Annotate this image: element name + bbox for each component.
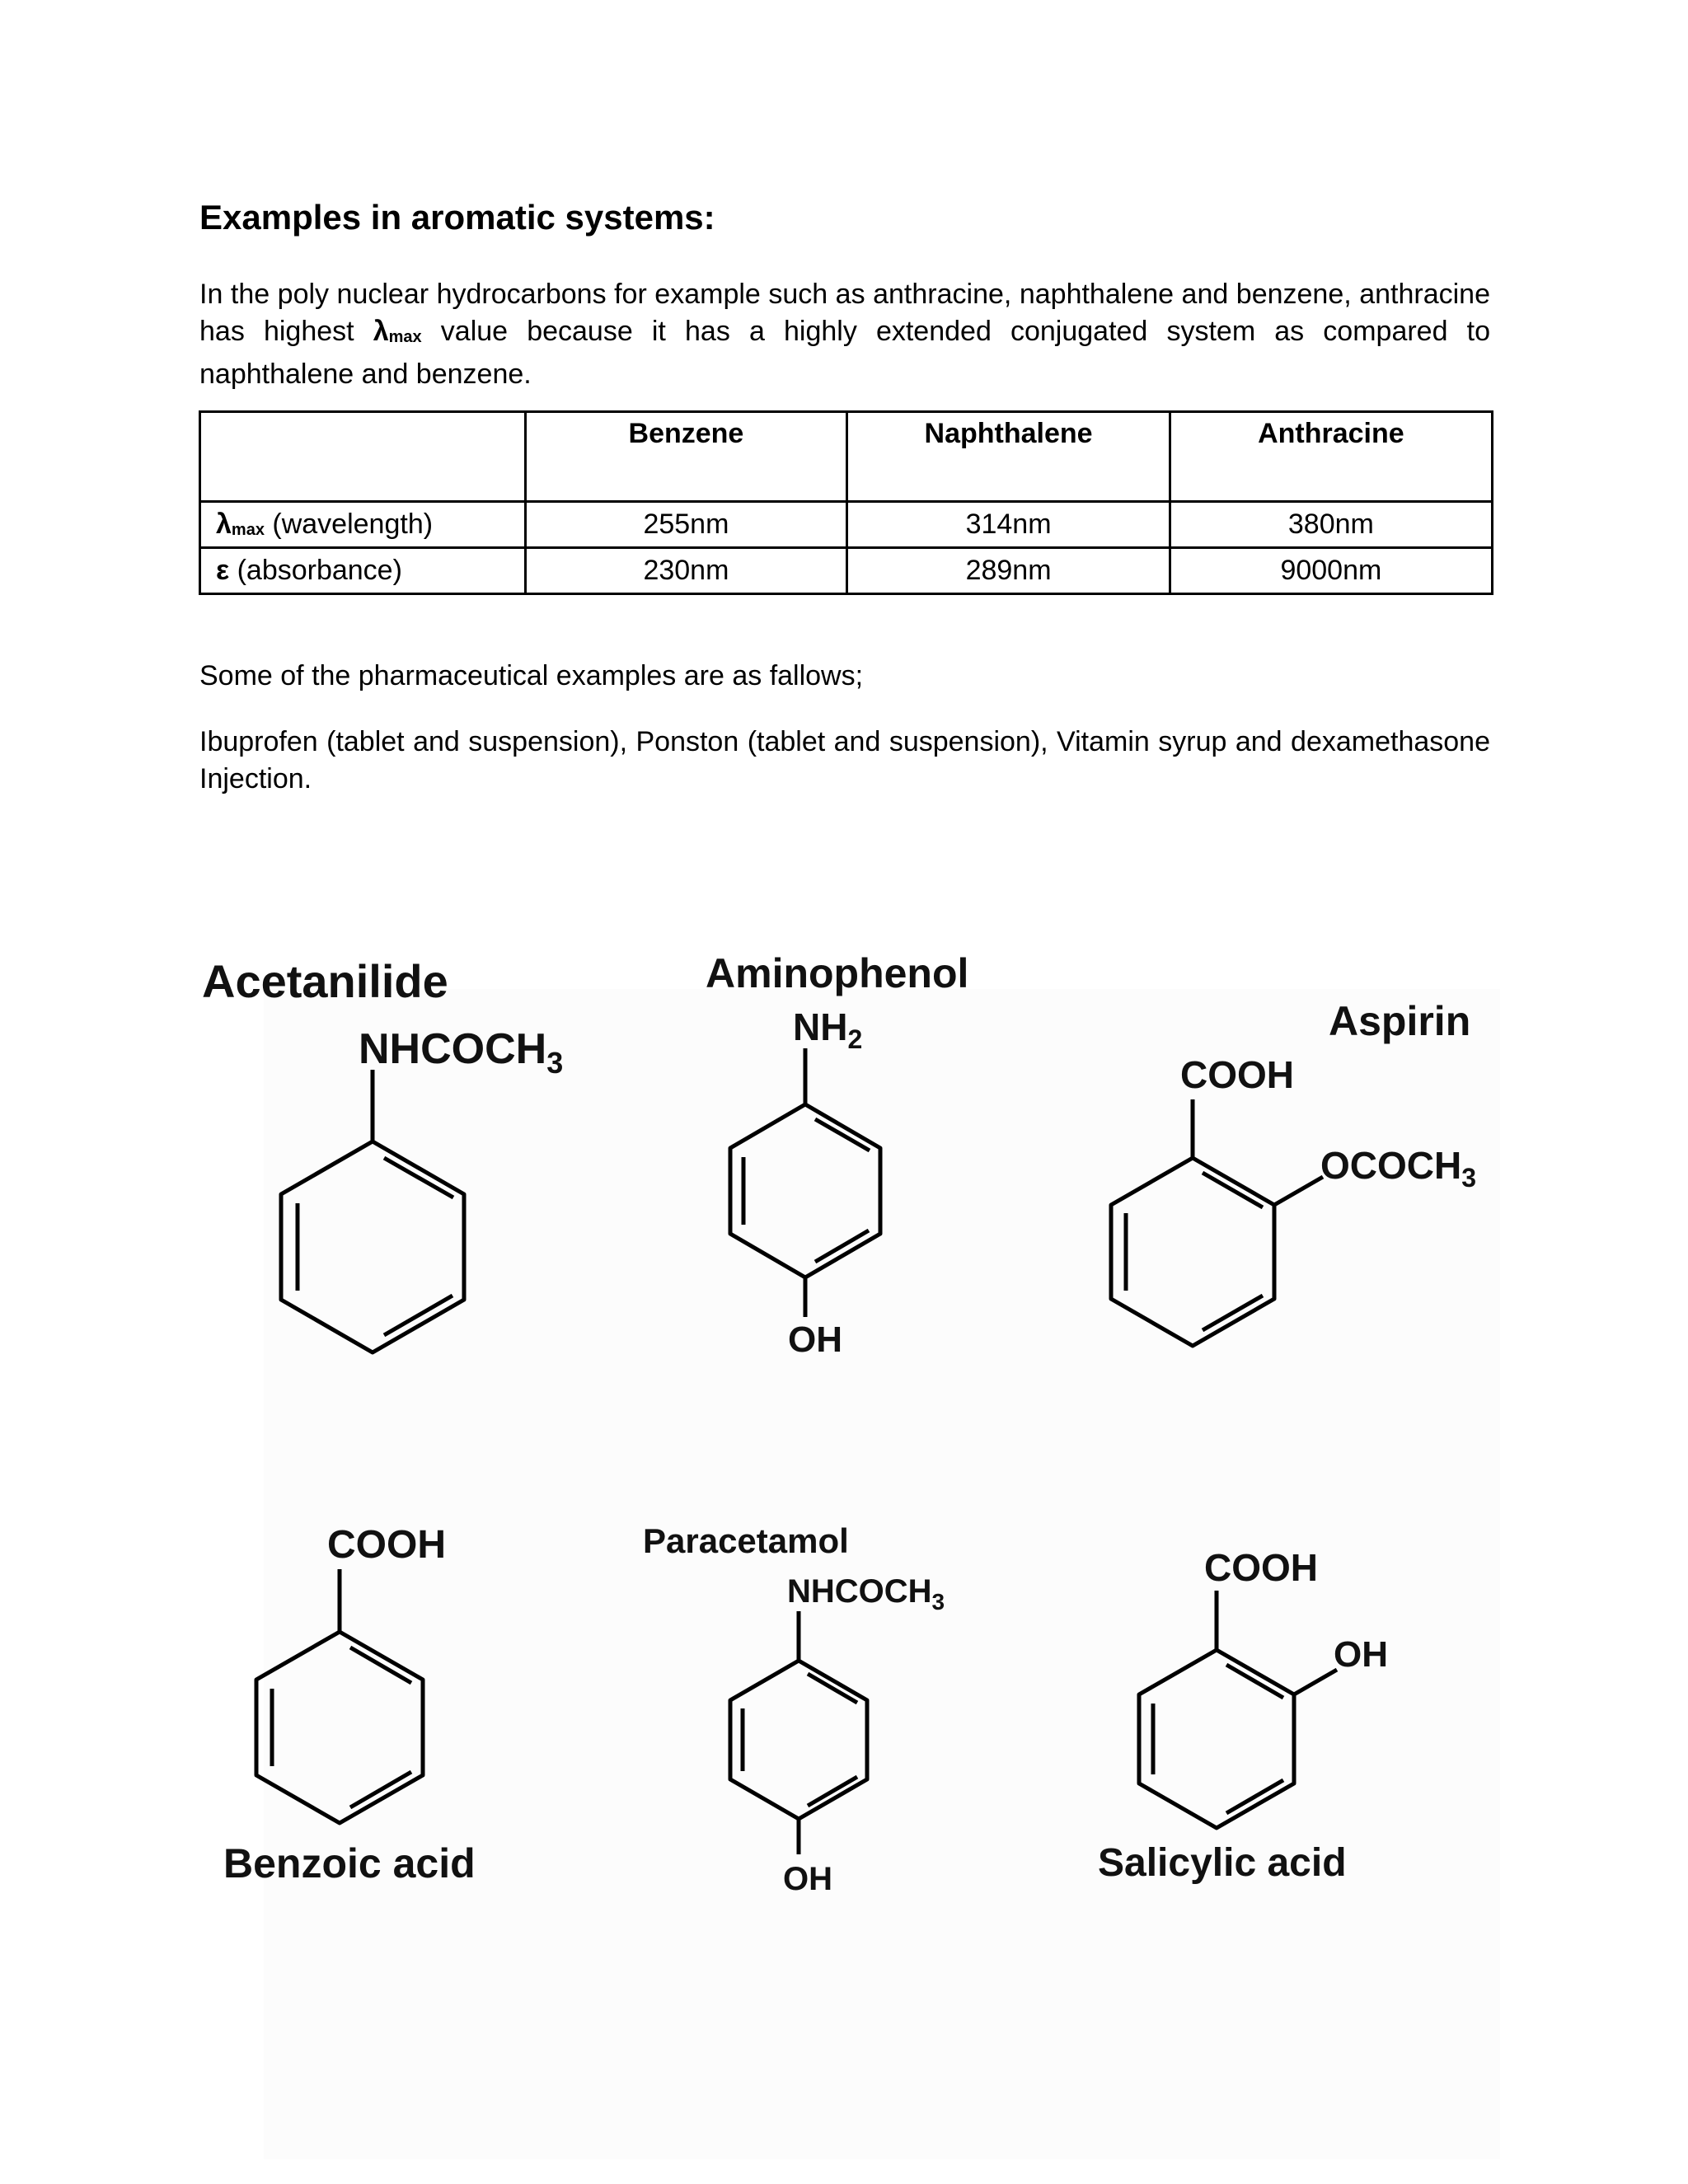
aspirin-label: Aspirin bbox=[1329, 998, 1471, 1044]
salicylic-acid-label: Salicylic acid bbox=[1098, 1841, 1347, 1885]
table-cell: 380nm bbox=[1170, 502, 1492, 548]
section-heading: Examples in aromatic systems: bbox=[199, 198, 715, 237]
table-header-cell: Benzene bbox=[525, 412, 847, 502]
table-header-cell: Anthracine bbox=[1170, 412, 1492, 502]
benzene-ring bbox=[281, 1141, 464, 1352]
benzene-ring bbox=[256, 1632, 423, 1823]
double-bond bbox=[384, 1158, 453, 1197]
aminophenol-structure bbox=[706, 950, 968, 1360]
paracetamol-structure bbox=[643, 1521, 945, 1897]
benzene-ring bbox=[1111, 1158, 1274, 1346]
double-bond bbox=[350, 1772, 411, 1807]
table-cell: 230nm bbox=[525, 548, 847, 594]
lambda-max-symbol: $\lambda_{max}$ bbox=[373, 316, 422, 347]
table-cell: 9000nm bbox=[1170, 548, 1492, 594]
double-bond bbox=[1203, 1173, 1263, 1207]
row-label-absorbance: ε (absorbance) bbox=[200, 548, 526, 594]
paracetamol-top-group: $NHCOCH_3$ bbox=[787, 1573, 945, 1615]
aminophenol-label: Aminophenol bbox=[706, 950, 969, 996]
salicylic-acid-structure bbox=[1098, 1546, 1388, 1885]
intro-text-1: In the poly nuclear hydrocarbons for example such as anthracine, naphthalene and benzene, anthracine has highest bbox=[199, 279, 1490, 347]
intro-text-2: value because it has a highly extended conjugated system as compared to naphthalene and benzene. bbox=[199, 316, 1490, 390]
aspirin-side-group: $OCOCH_3$ bbox=[1320, 1144, 1477, 1193]
bond-line bbox=[1294, 1670, 1337, 1694]
bond-line bbox=[1274, 1177, 1323, 1205]
benzoic-acid-structure bbox=[223, 1523, 476, 1886]
salicylic-acid-side-group: OH bbox=[1334, 1634, 1388, 1675]
salicylic-acid-top-group: COOH bbox=[1204, 1546, 1318, 1589]
table-header-cell: Naphthalene bbox=[847, 412, 1170, 502]
acetanilide-label: Acetanilide bbox=[202, 955, 448, 1007]
aspirin-structure bbox=[1111, 998, 1476, 1346]
double-bond bbox=[350, 1647, 411, 1683]
row-label-wavelength: $\lambda_{max}$ (wavelength) bbox=[200, 502, 526, 548]
table-cell: 289nm bbox=[847, 548, 1170, 594]
benzoic-acid-label: Benzoic acid bbox=[223, 1840, 476, 1886]
aminophenol-top-group: $NH_2$ bbox=[793, 1005, 863, 1054]
pharma-examples: Ibuprofen (tablet and suspension), Ponston (tablet and suspension), Vitamin syrup and dexamethasone Injection. bbox=[199, 726, 1490, 794]
table-cell: 314nm bbox=[847, 502, 1170, 548]
benzene-ring bbox=[730, 1104, 880, 1277]
benzene-ring bbox=[1139, 1650, 1294, 1828]
table-cell: 255nm bbox=[525, 502, 847, 548]
acetanilide-group: $NHCOCH_3$ bbox=[359, 1025, 564, 1080]
pharma-intro: Some of the pharmaceutical examples are as fallows; bbox=[199, 660, 864, 691]
paracetamol-bottom-group: OH bbox=[783, 1861, 832, 1897]
double-bond bbox=[384, 1296, 452, 1335]
paracetamol-label: Paracetamol bbox=[643, 1521, 849, 1560]
benzoic-acid-top-group: COOH bbox=[327, 1523, 446, 1567]
benzene-ring bbox=[730, 1661, 867, 1819]
aminophenol-bottom-group: OH bbox=[788, 1319, 842, 1360]
acetanilide-structure bbox=[202, 955, 563, 1352]
aspirin-top-group: COOH bbox=[1180, 1053, 1294, 1096]
